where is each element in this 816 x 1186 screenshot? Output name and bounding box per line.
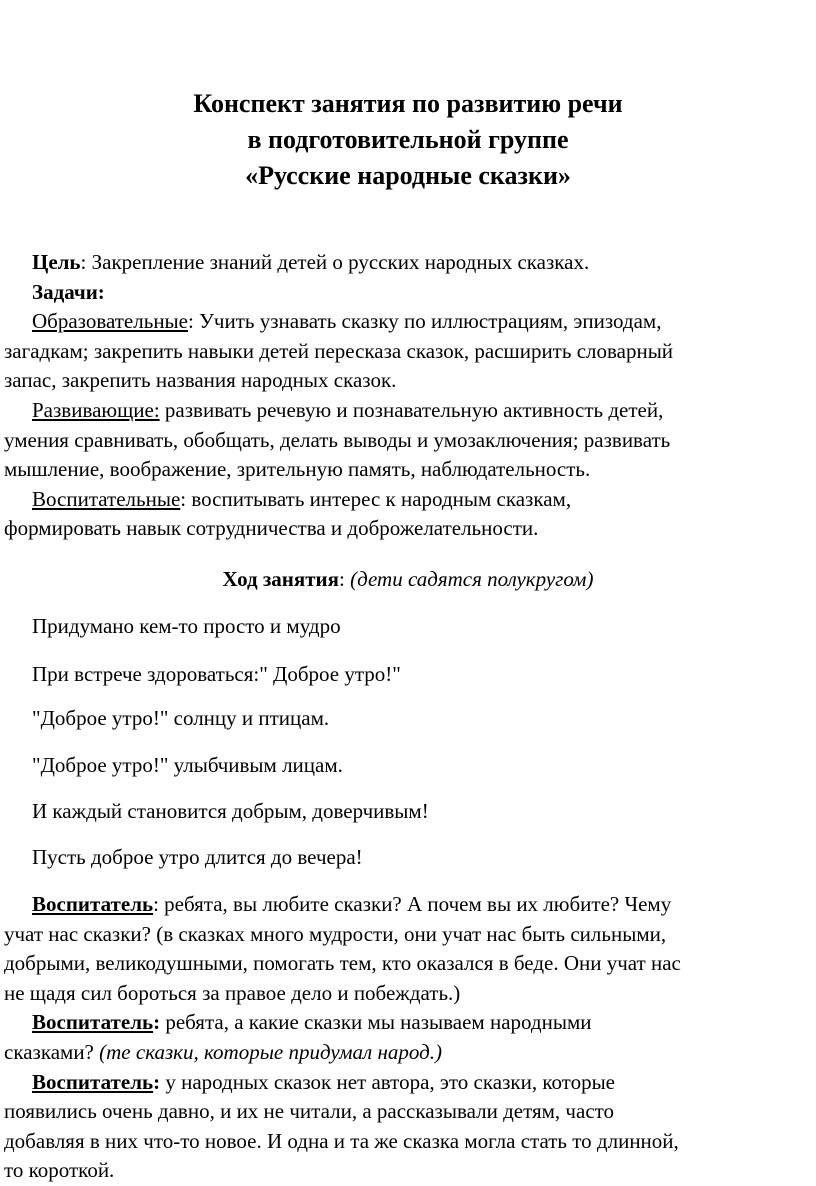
teacher1-line-3: добрыми, великодушными, помогать тем, кто оказался в беде. Они учат нас [4, 951, 681, 976]
teacher1-line-1: Воспитатель: ребята, вы любите сказки? А почем вы их любите? Чему [32, 892, 672, 916]
teacher3-line-1: Воспитатель: у народных сказок нет автора, это сказки, которые [32, 1069, 616, 1094]
developing-line-1: Развивающие: развивать речевую и познавательную активность детей, [32, 397, 664, 422]
teacher1-label: Воспитатель [32, 892, 154, 916]
educational-label: Образовательные [32, 309, 188, 334]
teacher2-label: Воспитатель [32, 1010, 154, 1035]
educational-line-3: запас, закрепить названия народных сказок. [4, 368, 397, 393]
course-note: (дети садятся полукругом) [350, 567, 594, 591]
poem-line-1: Придумано кем-то просто и мудро [32, 614, 341, 638]
teacher3-line-3: добавляя в них что-то новое. И одна и та же сказка могла стать то длинной, [4, 1128, 679, 1153]
goal-text: Закрепление знаний детей о русских народных сказках. [86, 250, 590, 274]
teacher3-label: Воспитатель [32, 1069, 154, 1094]
teacher1-line-2: учат нас сказки? (в сказках много мудрости, они учат нас быть сильными, [4, 921, 667, 946]
goals-section [4, 248, 812, 544]
dialogue-section [4, 890, 812, 1186]
course-heading [4, 565, 812, 595]
upbringing-line-1: Воспитательные: воспитывать интерес к народным сказкам, [32, 486, 572, 511]
poem-line-5: И каждый становится добрым, доверчивым! [32, 799, 429, 823]
course-label: Ход занятия [222, 567, 340, 591]
developing-line-3: мышление, воображение, зрительную память, наблюдательность. [4, 457, 591, 482]
upbringing-line-2: формировать навык сотрудничества и доброжелательности. [4, 516, 539, 541]
developing-label: Развивающие: [32, 397, 160, 422]
goal-paragraph [4, 248, 812, 278]
goal-label: Цель [32, 250, 81, 274]
developing-line-2: умения сравнивать, обобщать, делать выводы и умозаключения; развивать [4, 427, 671, 452]
title-line-1: Конспект занятия по развитию речи [193, 89, 623, 118]
tasks-label: Задачи: [32, 279, 105, 304]
upbringing-label: Воспитательные [32, 486, 181, 511]
teacher1-line-4: не щадя сил бороться за правое дело и побеждать.) [4, 980, 461, 1005]
poem-line-2: При встрече здороваться:" Доброе утро!" [32, 662, 401, 686]
poem-line-4: "Доброе утро!" улыбчивым лицам. [32, 753, 343, 777]
teacher2-italic-note: (те сказки, которые придумал народ.) [99, 1039, 442, 1064]
poem-line-3: "Доброе утро!" солнцу и птицам. [32, 706, 330, 730]
document-title [0, 86, 816, 194]
teacher2-line-2: сказками? (те сказки, которые придумал народ.) [4, 1039, 442, 1064]
goal-separator: : [80, 250, 87, 274]
teacher3-line-2: появились очень давно, и их не читали, а рассказывали детям, часто [4, 1099, 615, 1124]
title-line-2: в подготовительной группе [247, 125, 569, 154]
title-line-3: «Русские народные сказки» [245, 161, 571, 190]
teacher3-line-4: то короткой. [4, 1158, 115, 1183]
teacher2-line-1: Воспитатель: ребята, а какие сказки мы называем народными [32, 1010, 592, 1035]
educational-line-2: загадкам; закрепить навыки детей пересказа сказок, расширить словарный [4, 338, 674, 363]
poem-line-6: Пусть доброе утро длится до вечера! [32, 845, 363, 869]
course-separator: : [339, 567, 351, 591]
educational-line-1: Образовательные: Учить узнавать сказку по иллюстрациям, эпизодам, [32, 309, 662, 334]
